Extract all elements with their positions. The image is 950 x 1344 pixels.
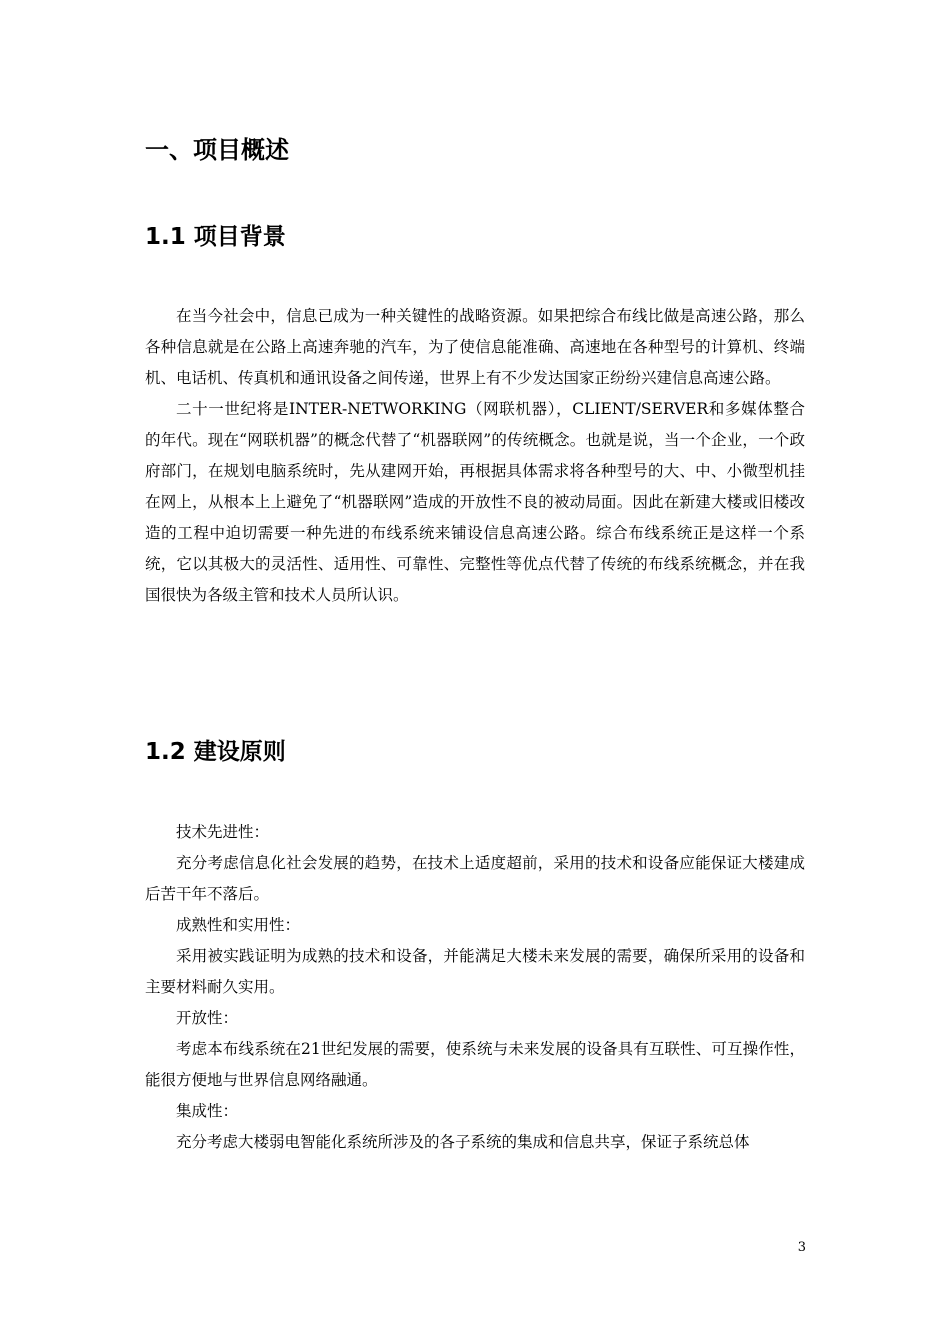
principle-text: 考虑本布线系统在21世纪发展的需要，使系统与未来发展的设备具有互联性、可互操作性，能很方便地与世界信息网络融通。 bbox=[145, 1040, 805, 1089]
page-number: 3 bbox=[797, 1240, 806, 1255]
paragraph: 二十一世纪将是INTER-NETWORKING（网联机器），CLIENT/SERVER和多媒体整合的年代。现在“网联机器”的概念代替了“机器联网”的传统概念。也就是说，当一个企业，一个政府部门，在规划电脑系统时，先从建网开始，再根据具体需求将各种型号的大、中、小微型机挂在网上，从根本上上避免了“机器联网”造成的开放性不良的被动局面。因此在新建大楼或旧楼改造的工程中迫切需要一种先进的布线系统来铺设信息高速公路。综合布线系统正是这样一个系统，它以其极大的灵活性、适用性、可靠性、完整性等优点代替了传统的布线系统概念，并在我国很快为各级主管和技术人员所认识。 bbox=[145, 400, 805, 604]
principle-label: 集成性： bbox=[176, 1102, 239, 1120]
background-text bbox=[145, 301, 805, 611]
principle-text: 采用被实践证明为成熟的技术和设备，并能满足大楼未来发展的需要，确保所采用的设备和主要材料耐久实用。 bbox=[145, 947, 805, 996]
principle-text: 充分考虑信息化社会发展的趋势，在技术上适度超前，采用的技术和设备应能保证大楼建成后苦干年不落后。 bbox=[145, 854, 805, 903]
principle-label: 成熟性和实用性： bbox=[176, 916, 301, 934]
section-heading-principles: 1.2 建设原则 bbox=[145, 739, 286, 765]
principle-label: 开放性： bbox=[176, 1009, 239, 1027]
section-heading-background: 1.1 项目背景 bbox=[145, 224, 286, 250]
principle-text: 充分考虑大楼弱电智能化系统所涉及的各子系统的集成和信息共享，保证子系统总体 bbox=[176, 1133, 750, 1151]
principles-text bbox=[145, 817, 805, 1158]
principle-label: 技术先进性： bbox=[176, 823, 270, 841]
paragraph: 在当今社会中，信息已成为一种关键性的战略资源。如果把综合布线比做是高速公路，那么各种信息就是在公路上高速奔驰的汽车，为了使信息能准确、高速地在各种型号的计算机、终端机、电话机、传真机和通讯设备之间传递，世界上有不少发达国家正纷纷兴建信息高速公路。 bbox=[145, 307, 805, 387]
chapter-heading: 一、项目概述 bbox=[145, 136, 289, 164]
